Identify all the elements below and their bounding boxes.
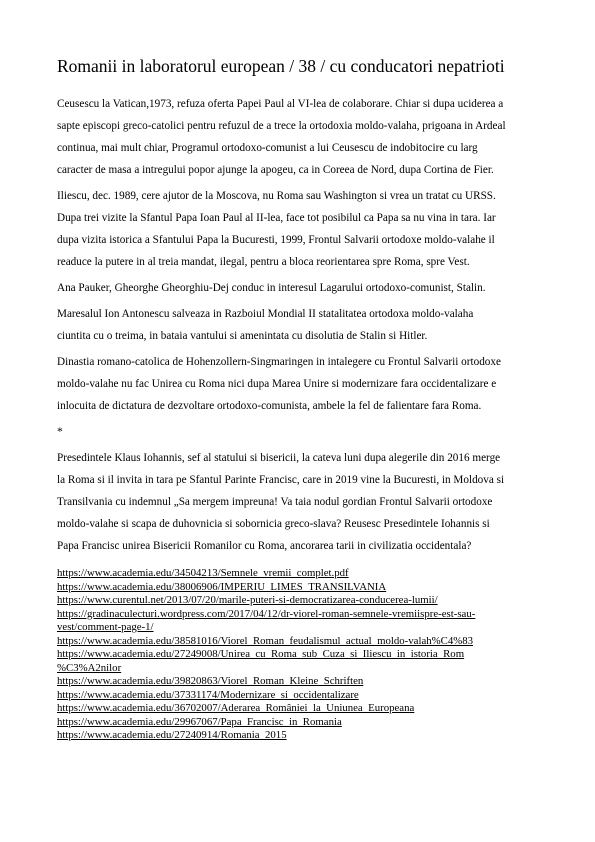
- reference-link[interactable]: https://www.academia.edu/39820863/Viorel_Roman_Kleine_Schriften: [57, 675, 364, 687]
- text-line: Dupa trei vizite la Sfantul Papa Ioan Paul al II-lea, face tot posibilul ca Papa sa nu vina in tara. Iar: [57, 212, 496, 224]
- reference-link[interactable]: https://gradinaculecturi.wordpress.com/2017/04/12/dr-viorel-roman-semnele-vremiispre-est-sau-: [57, 607, 476, 620]
- reference-link[interactable]: https://www.academia.edu/34504213/Semnele_vremii_complet.pdf: [57, 567, 349, 579]
- paragraph-iliescu: [57, 185, 542, 273]
- text-line: moldo-valahe si scapa de duhovnicia si sobornicia greco-slava? Reusesc Presedintele Iohannis si: [57, 518, 490, 530]
- text-line: Papa Francisc unirea Bisericii Romanilor cu Roma, ancorarea tarii in civilizatia occidentala?: [57, 540, 472, 552]
- reference-links: [57, 567, 542, 743]
- text-line: Presedintele Klaus Iohannis, sef al statului si bisericii, la cateva luni dupa alegerile din 2016 merge: [57, 452, 501, 464]
- text-line: Iliescu, dec. 1989, cere ajutor de la Moscova, nu Roma sau Washington si vrea un tratat cu URSS.: [57, 190, 496, 202]
- reference-link[interactable]: https://www.academia.edu/37331174/Modernizare_si_occidentalizare: [57, 688, 359, 701]
- text-line: Ana Pauker, Gheorghe Gheorghiu-Dej conduc in interesul Lagarului ortodoxo-comunist, Stalin.: [57, 282, 486, 294]
- paragraph-dinastia: [57, 351, 542, 417]
- text-line: sapte episcopi greco-catolici pentru refuzul de a trece la ortodoxia moldo-valaha, prigoana in Ardeal: [57, 120, 506, 132]
- section-separator: *: [57, 426, 63, 438]
- reference-link[interactable]: https://www.academia.edu/27249008/Unirea_cu_Roma_sub_Cuza_si_Iliescu_in_istoria_Rom: [57, 648, 465, 660]
- document-page: [57, 55, 542, 743]
- paragraph-ceausescu: [57, 93, 542, 181]
- reference-link-continuation[interactable]: %C3%A2nilor: [57, 661, 122, 674]
- reference-link-continuation[interactable]: vest/comment-page-1/: [57, 621, 154, 633]
- text-line: la Roma si il invita in tara pe Sfantul Parinte Francisc, care in 2019 vine la Bucuresti, in Moldova si: [57, 474, 505, 486]
- text-line: caracter de masa a intregului popor ajunge la apogeu, ca in Coreea de Nord, dupa Cortina de Fier.: [57, 164, 494, 176]
- document-title: Romanii in laboratorul european / 38 / cu conducatori nepatrioti: [57, 56, 505, 76]
- reference-link[interactable]: https://www.academia.edu/38581016/Viorel_Roman_feudalismul_actual_moldo-valah%C4%83: [57, 634, 474, 647]
- text-line: Transilvania cu indemnul „Sa mergem impreuna! Va taia nodul gordian Frontul Salvarii ortodoxe: [57, 496, 493, 508]
- reference-link[interactable]: https://www.curentul.net/2013/07/20/marile-puteri-si-democratizarea-conducerea-lumii/: [57, 594, 438, 606]
- reference-link[interactable]: https://www.academia.edu/36702007/Aderarea_României_la_Uniunea_Europeana: [57, 702, 415, 714]
- reference-link[interactable]: https://www.academia.edu/29967067/Papa_Francisc_in_Romania: [57, 715, 342, 728]
- text-line: readuce la putere in al treia mandat, ilegal, pentru a bloca reorientarea spre Roma, spre Vest.: [57, 256, 470, 268]
- text-line: dupa vizita istorica a Sfantului Papa la Bucuresti, 1999, Frontul Salvarii ortodoxe moldo-valahe il: [57, 234, 495, 246]
- reference-link[interactable]: https://www.academia.edu/27240914/Romania_2015: [57, 729, 287, 741]
- text-line: ciuntita cu o treima, in bataia vantului si amenintata cu disolutia de Stalin si Hitler.: [57, 330, 428, 342]
- text-line: Dinastia romano-catolica de Hohenzollern-Singmaringen in intalegere cu Frontul Salvarii ortodoxe: [57, 356, 501, 368]
- text-line: Ceusescu la Vatican,1973, refuza oferta Papei Paul al VI-lea de colaborare. Chiar si dupa uciderea a: [57, 98, 504, 110]
- text-line: moldo-valahe nu fac Unirea cu Roma nici dupa Marea Unire si modernizare fara occidentalizare e: [57, 378, 497, 390]
- reference-link[interactable]: https://www.academia.edu/38006906/IMPERIU_LIMES_TRANSILVANIA: [57, 580, 387, 593]
- text-line: continua, mai mult chiar, Programul ortodoxo-comunist a lui Ceusescu de indobitocire cu larg: [57, 142, 478, 154]
- paragraph-pauker: [57, 277, 542, 299]
- paragraph-antonescu: [57, 303, 542, 347]
- text-line: inlocuita de dictatura de dezvoltare ortodoxo-comunista, ambele la fel de falientare fara Roma.: [57, 400, 482, 412]
- paragraph-iohannis: [57, 447, 542, 557]
- text-line: Maresalul Ion Antonescu salveaza in Razboiul Mondial II statalitatea ortodoxa moldo-valaha: [57, 308, 474, 320]
